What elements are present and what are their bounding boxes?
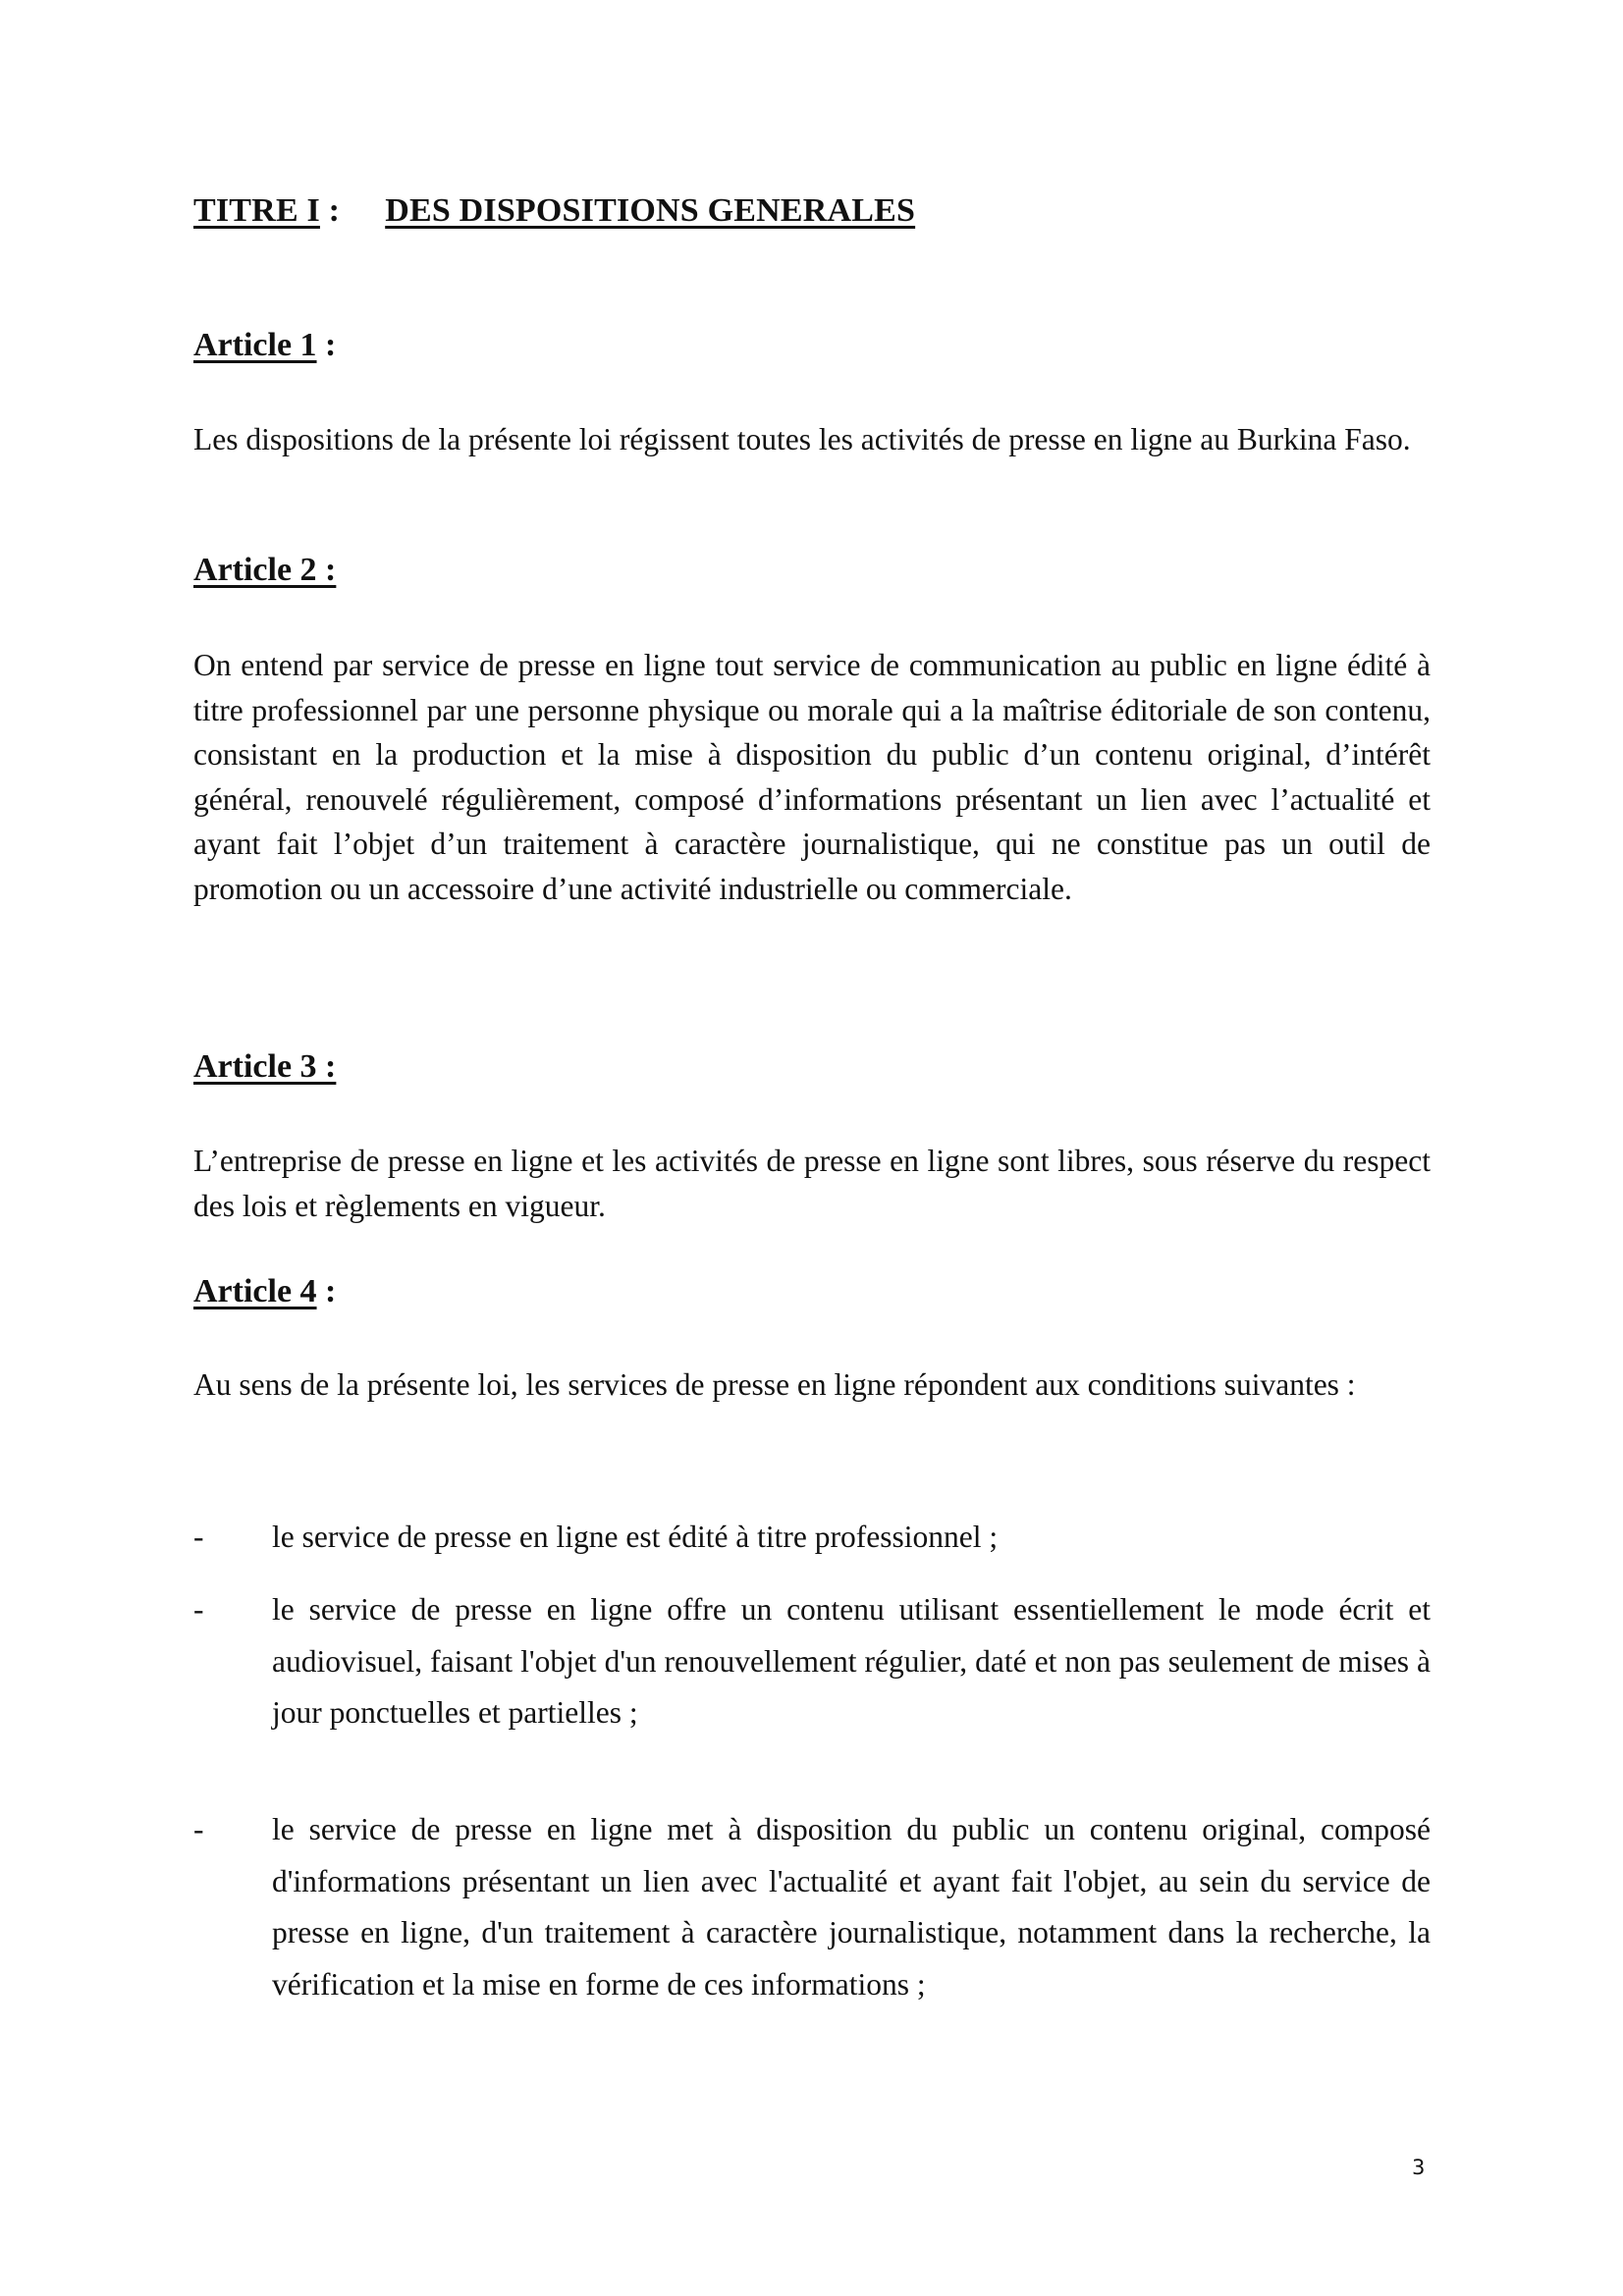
page-number: 3 [1412,2156,1426,2179]
list-item-text: le service de presse en ligne est édité à titre professionnel ; [272,1520,999,1554]
list-item-text: le service de presse en ligne offre un contenu utilisant essentiellement le mode écrit et audiovisuel, faisant l'objet d'un renouvellement régulier, daté et non pas seulement de mises à jour ponctuelles et partielles ; [272,1592,1431,1730]
article-4-heading [193,1273,336,1310]
list-marker: - [193,1520,204,1554]
article-1-paragraph: Les dispositions de la présente loi régissent toutes les activités de presse en ligne au Burkina Faso. [193,422,1411,456]
list-marker: - [193,1592,204,1627]
article-4-heading-label: Article 4 [193,1273,317,1309]
article-2-heading [193,552,336,589]
article-1-heading [193,327,336,364]
section-title [193,192,915,230]
title-text: DES DISPOSITIONS GENERALES [385,192,916,229]
article-3-heading-label: Article 3 : [193,1048,337,1085]
article-4-heading-suffix: : [316,1273,337,1309]
list-marker: - [193,1812,204,1846]
article-2-paragraph: On entend par service de presse en ligne tout service de communication au public en ligne édité à titre professionnel par une personne physique ou morale qui a la maîtrise éditoriale de son contenu, consistant en la production et la mise à disposition du public d’un contenu original, d’intérêt général, renouvelé régulièrement, composé d’informations présentant un lien avec l’actualité et ayant fait l’objet d’un traitement à caractère journalistique, qui ne constitue pas un outil de promotion ou un accessoire d’une activité industrielle ou commerciale. [193,648,1431,906]
article-3-paragraph: L’entreprise de presse en ligne et les activités de presse en ligne sont libres, sous réserve du respect des lois et règlements en vigueur. [193,1144,1431,1223]
list-item-text: le service de presse en ligne met à disposition du public un contenu original, composé d'informations présentant un lien avec l'actualité et ayant fait l'objet, au sein du service de presse en ligne, d'un traitement à caractère journalistique, notamment dans la recherche, la vérification et la mise en forme de ces informations ; [272,1812,1431,2002]
article-1-heading-label: Article 1 [193,327,317,363]
article-4-paragraph: Au sens de la présente loi, les services de presse en ligne répondent aux conditions suivantes : [193,1367,1356,1402]
title-prefix: TITRE I [193,192,320,229]
article-3-heading [193,1048,336,1086]
article-2-heading-label: Article 2 : [193,552,337,588]
title-separator: : [319,192,341,229]
article-1-heading-suffix: : [316,327,337,363]
